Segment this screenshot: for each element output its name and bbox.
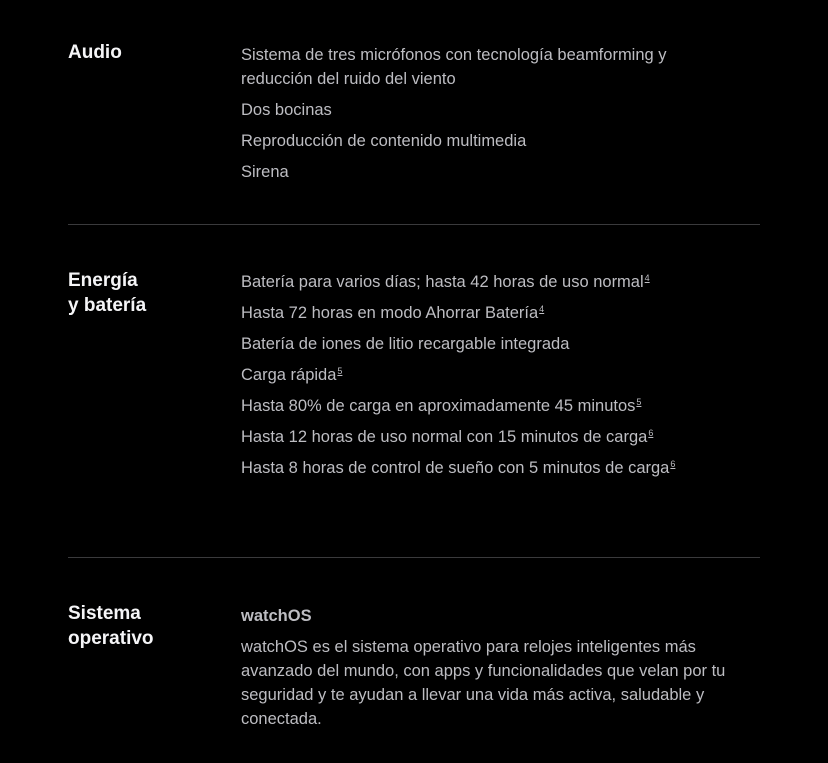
- os-title-line1: Sistema: [68, 603, 141, 624]
- audio-spec-siren: Sirena: [241, 163, 289, 181]
- energy-spec-fast-charge: [241, 363, 761, 387]
- energy-spec-text: Batería para varios días; hasta 42 horas de uso normal: [241, 273, 644, 291]
- audio-spec-list: [241, 43, 761, 191]
- energy-spec-text: Carga rápida: [241, 366, 337, 384]
- footnote-link[interactable]: 6: [670, 459, 676, 469]
- energy-spec-text: Batería de iones de litio recargable integrada: [241, 335, 570, 353]
- footnote-link[interactable]: 5: [337, 366, 343, 376]
- divider-audio-energy: [68, 224, 760, 225]
- audio-spec-media-playback: Reproducción de contenido multimedia: [241, 132, 527, 150]
- footnote-link[interactable]: 4: [539, 304, 545, 314]
- energy-spec-multiday: [241, 270, 761, 294]
- energy-spec-list: [241, 270, 761, 487]
- audio-spec-microphones: Sistema de tres micrófonos con tecnología beamforming y reducción del ruido del viento: [241, 46, 667, 88]
- energy-title-line1: Energía: [68, 270, 138, 291]
- audio-title: Audio: [68, 42, 122, 63]
- footnote-link[interactable]: 6: [648, 428, 654, 438]
- energy-spec-12-hours: [241, 425, 761, 449]
- energy-spec-80-percent: [241, 394, 761, 418]
- energy-spec-sleep-tracking: [241, 456, 761, 480]
- energy-title: [68, 268, 228, 318]
- os-title-line2: operativo: [68, 628, 154, 649]
- footnote-link[interactable]: 4: [644, 273, 650, 283]
- os-spec-body: [241, 604, 761, 731]
- energy-title-line2: y batería: [68, 295, 147, 316]
- audio-spec-speakers: Dos bocinas: [241, 101, 332, 119]
- os-title: [68, 601, 228, 651]
- energy-spec-low-power: [241, 301, 761, 325]
- energy-spec-text: Hasta 8 horas de control de sueño con 5 minutos de carga: [241, 459, 670, 477]
- os-description: watchOS es el sistema operativo para relojes inteligentes más avanzado del mundo, con apps y funcionalidades que velan por tu seguridad y te ayudan a llevar una vida más activa, saludable y conectada.: [241, 638, 726, 728]
- energy-spec-text: Hasta 72 horas en modo Ahorrar Batería: [241, 304, 539, 322]
- divider-energy-os: [68, 557, 760, 558]
- os-name: watchOS: [241, 607, 312, 625]
- energy-spec-text: Hasta 12 horas de uso normal con 15 minutos de carga: [241, 428, 648, 446]
- energy-spec-text: Hasta 80% de carga en aproximadamente 45 minutos: [241, 397, 636, 415]
- energy-spec-battery-type: [241, 332, 761, 356]
- footnote-link[interactable]: 5: [636, 397, 642, 407]
